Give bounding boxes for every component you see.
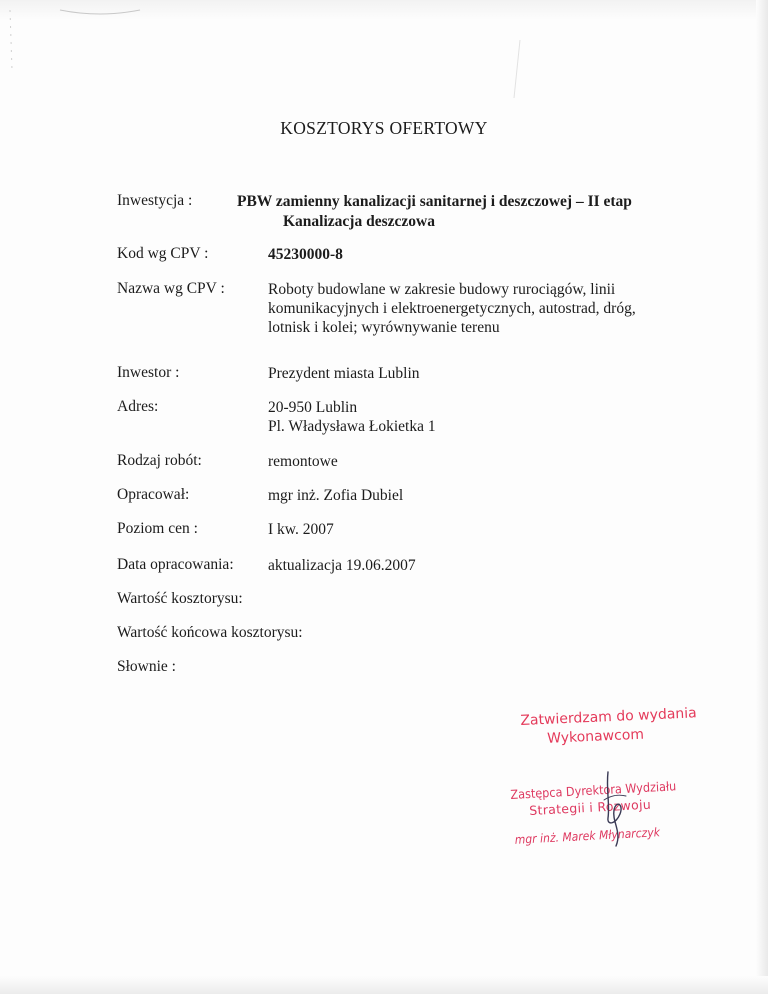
signature-stamp-line-3: mgr inż. Marek Młynarczyk [514, 825, 661, 847]
cpv-name-label: Nazwa wg CPV : [117, 280, 225, 297]
prepared-date-label: Data opracowania: [117, 556, 234, 573]
approval-stamp-line-1: Zatwierdzam do wydania [520, 705, 698, 729]
investment-line-2: Kanalizacja deszczowa [283, 213, 435, 230]
scan-artifact-marks [0, 0, 768, 120]
prepared-by-label: Opracował: [117, 486, 190, 503]
price-level-value: I kw. 2007 [268, 521, 334, 538]
scan-edge-bottom [0, 976, 768, 994]
cpv-name-line-2: komunikacyjnych i elektroenergetycznych, autostrad, dróg, [268, 300, 636, 317]
address-line-1: 20-950 Lublin [268, 399, 358, 416]
document-title: KOSZTORYS OFERTOWY [280, 118, 488, 138]
investor-label: Inwestor : [117, 364, 180, 381]
scan-edge-right [756, 0, 768, 994]
work-type-label: Rodzaj robót: [117, 452, 202, 469]
address-value [268, 398, 436, 436]
handwritten-signature [586, 770, 656, 850]
investment-label: Inwestycja : [117, 192, 193, 209]
approval-stamp-line-2: Wykonawcom [546, 726, 645, 747]
investment-line-1: PBW zamienny kanalizacji sanitarnej i deszczowej – II etap [237, 193, 632, 210]
signature-stamp-line-1: Zastępca Dyrektora Wydziału [510, 778, 677, 802]
approval-stamp [520, 704, 698, 750]
final-value-label: Wartość końcowa kosztorysu: [117, 624, 303, 641]
work-type-value: remontowe [268, 453, 338, 470]
cpv-code-label: Kod wg CPV : [117, 245, 209, 262]
cpv-code-value: 45230000-8 [268, 246, 343, 263]
address-line-2: Pl. Władysława Łokietka 1 [268, 418, 436, 435]
investor-value: Prezydent miasta Lublin [268, 365, 420, 382]
cpv-name-line-3: lotnisk i kolei; wyrównywanie terenu [268, 319, 500, 336]
in-words-label: Słownie : [117, 658, 176, 675]
prepared-date-value: aktualizacja 19.06.2007 [268, 557, 416, 574]
cpv-name-value [268, 280, 636, 337]
estimate-value-label: Wartość kosztorysu: [117, 590, 243, 607]
signature-stamp-line-2: Strategii i Rozwoju [528, 796, 652, 819]
price-level-label: Poziom cen : [117, 520, 198, 537]
investment-value [237, 192, 677, 232]
prepared-by-value: mgr inż. Zofia Dubiel [268, 487, 404, 504]
address-label: Adres: [117, 398, 159, 415]
cpv-name-line-1: Roboty budowlane w zakresie budowy rurociągów, linii [268, 281, 616, 298]
